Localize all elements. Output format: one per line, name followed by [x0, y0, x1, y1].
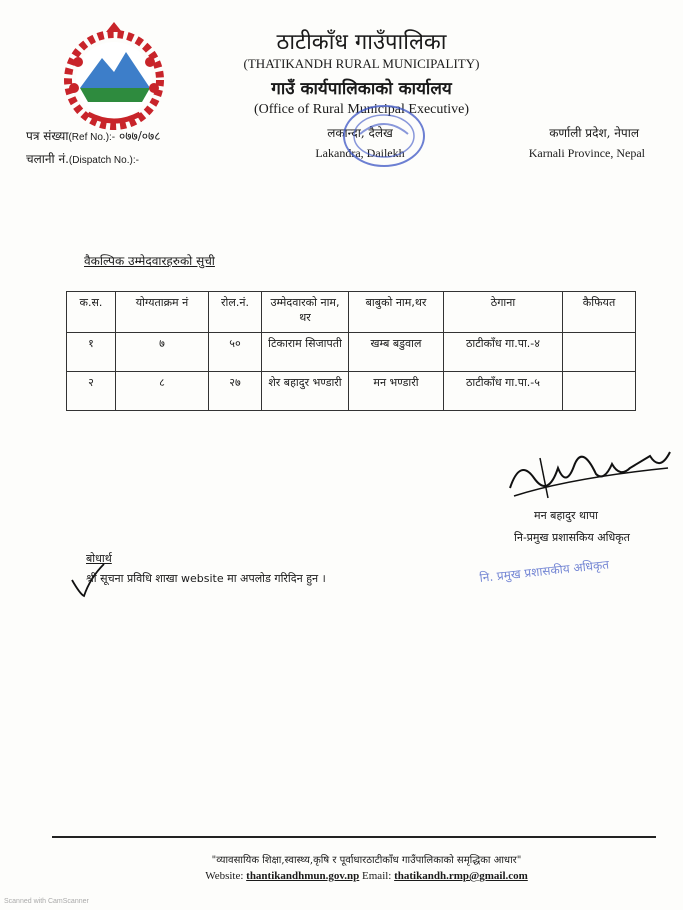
signatory-title: नि-प्रमुख प्रशासकिय अधिकृत — [514, 531, 630, 544]
ref-value: ०७७/०७८ — [118, 129, 161, 143]
cell-roll-no: ५० — [209, 333, 262, 372]
col-address: ठेगाना — [444, 292, 563, 333]
svg-text:नि. प्रमुख प्रशासकीय अधिकृत: नि. प्रमुख प्रशासकीय अधिकृत — [478, 557, 610, 585]
cell-father-name: खम्ब बडुवाल — [349, 333, 444, 372]
office-stamp — [330, 94, 438, 178]
cc-line: श्री सूचना प्रविधि शाखा website मा अपलोड गरिदिन हुन । — [86, 572, 326, 585]
table-row — [67, 333, 636, 372]
cell-candidate-name: शेर बहादुर भण्डारी — [262, 372, 349, 411]
dispatch-number — [26, 150, 139, 167]
municipality-name-en: (THATIKANDH RURAL MUNICIPALITY) — [243, 56, 480, 71]
col-sn: क.स. — [67, 292, 116, 333]
signatory-name: मन बहादुर थापा — [534, 509, 598, 522]
cell-remarks — [563, 372, 636, 411]
candidate-table — [66, 291, 636, 411]
cell-merit-rank: ७ — [116, 333, 209, 372]
table-row — [67, 372, 636, 411]
ref-label: पत्र संख्या — [26, 129, 69, 143]
designation-stamp — [474, 552, 644, 592]
scanner-watermark: Scanned with CamScanner — [4, 898, 89, 905]
cell-candidate-name: टिकाराम सिजापती — [262, 333, 349, 372]
cell-sn: १ — [67, 333, 116, 372]
province-en: Karnali Province, Nepal — [528, 146, 645, 160]
cc-label: बोधार्थ — [86, 552, 112, 565]
municipality-name-np: ठाटीकाँध गाउँपालिका — [276, 30, 447, 55]
col-candidate-name: उम्मेदवारको नाम, थर — [262, 292, 349, 333]
office-name-en: (Office of Rural Municipal Executive) — [253, 102, 470, 117]
col-merit-rank: योग्यताक्रम नं — [116, 292, 209, 333]
footer-slogan: "व्यावसायिक शिक्षा,स्वास्थ्य,कृषि र पूर्वाधारठाटीकाँध गाउँपालिकाको समृद्धिका आधार" — [211, 855, 522, 866]
cell-address: ठाटीकाँध गा.पा.-५ — [444, 372, 563, 411]
table-header-row — [67, 292, 636, 333]
footer-divider — [52, 836, 656, 838]
office-name-np: गाउँ कार्यपालिकाको कार्यालय — [271, 79, 452, 99]
footer-contact — [0, 870, 683, 882]
cell-remarks — [563, 333, 636, 372]
col-remarks: कैफियत — [563, 292, 636, 333]
document-heading: वैकल्पिक उम्मेदवारहरुको सुची — [84, 254, 215, 268]
province-np: कर्णाली प्रदेश, नेपाल — [549, 126, 639, 140]
email-link[interactable]: thatikandh.rmp@gmail.com — [394, 870, 528, 882]
cell-merit-rank: ८ — [116, 372, 209, 411]
col-father-name: बाबुको नाम,थर — [349, 292, 444, 333]
email-label: Email: — [362, 870, 392, 882]
reference-number — [26, 127, 160, 144]
cell-father-name: मन भण्डारी — [349, 372, 444, 411]
cell-sn: २ — [67, 372, 116, 411]
website-link[interactable]: thantikandhmun.gov.np — [246, 870, 360, 882]
cell-roll-no: २७ — [209, 372, 262, 411]
dispatch-label-en: (Dispatch No.):- — [68, 155, 139, 166]
handwritten-signature — [500, 438, 680, 508]
location-np: लकान्दा, दैलेख — [327, 126, 393, 140]
website-label: Website: — [205, 870, 244, 882]
location-en: Lakandra, Dailekh — [315, 146, 405, 160]
dispatch-label: चलानी नं. — [26, 152, 69, 166]
ref-label-en: (Ref No.):- — [68, 132, 116, 143]
cell-address: ठाटीकाँध गा.पा.-४ — [444, 333, 563, 372]
col-roll-no: रोल.नं. — [209, 292, 262, 333]
